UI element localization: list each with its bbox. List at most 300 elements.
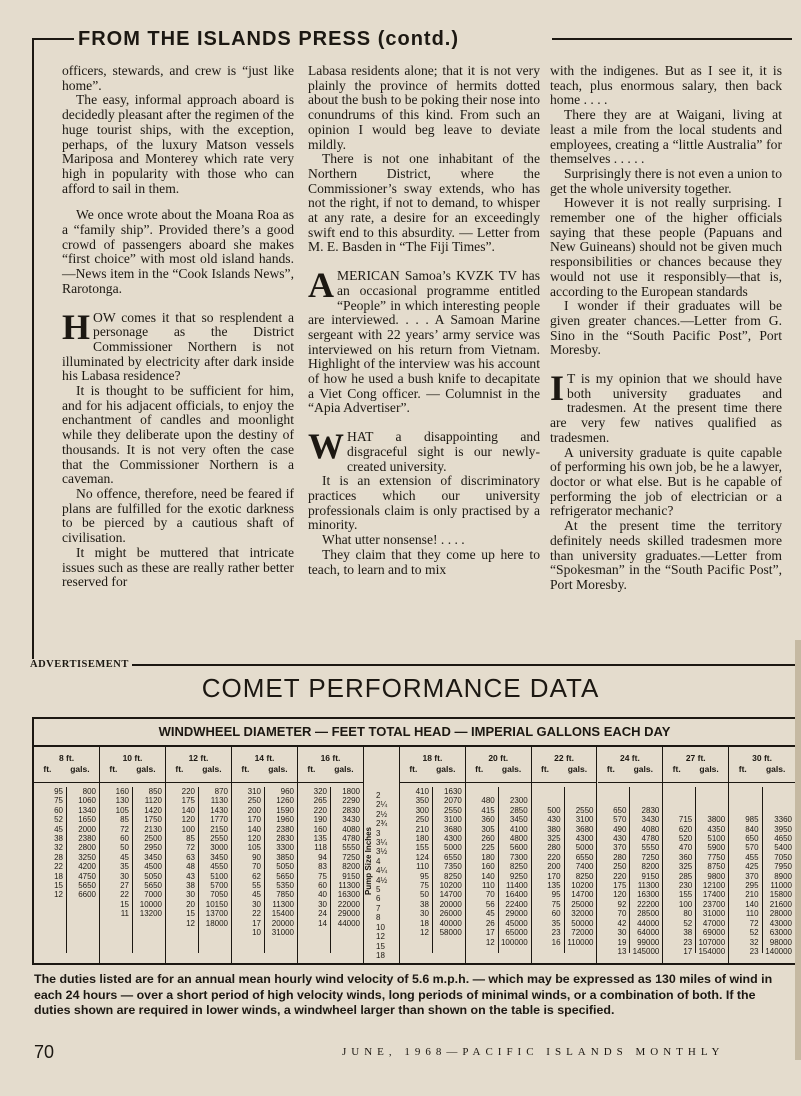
table-cell: 12	[420, 928, 429, 938]
table-cell: 105	[247, 843, 261, 853]
table-cell: 4200	[78, 862, 96, 872]
table-cell: 72	[186, 843, 195, 853]
table-cell: 8250	[575, 871, 594, 881]
table-cell: 60	[120, 834, 129, 844]
table-cell: 23700	[702, 899, 726, 909]
feet-column	[466, 787, 499, 953]
table-cell: 120	[613, 890, 627, 900]
table-cell: 250	[613, 862, 627, 872]
table-cell: 3950	[774, 824, 792, 834]
table-cell: 10	[252, 928, 261, 938]
table-cell	[565, 787, 594, 796]
gallons-column	[199, 787, 231, 953]
table-cell: 2800	[78, 843, 96, 853]
table-cell: 3300	[276, 843, 294, 853]
table-cell: 4780	[342, 834, 360, 844]
table-cell: 38	[54, 834, 63, 844]
table-cell: 35	[120, 862, 129, 872]
table-cell	[663, 787, 692, 796]
table-cell: 92	[617, 899, 627, 909]
table-cell	[598, 787, 627, 796]
paragraph-text: At the present time the territory definitely needs skilled tradesmen more than university graduates.—Letter from “Spokesman” in the “South Pacific Post”, Port Moresby.	[550, 518, 782, 592]
table-cell: 30	[252, 899, 261, 909]
table-cell: 30	[186, 890, 195, 900]
table-cell: 72	[120, 824, 129, 834]
unit-gals: gals.	[268, 764, 288, 774]
table-cell: 4300	[575, 834, 594, 844]
table-cell: 5600	[509, 843, 528, 853]
table-cell: 11300	[338, 881, 360, 891]
table-cell	[696, 806, 725, 815]
page-number: 70	[34, 1042, 55, 1062]
table-cell: 31000	[702, 909, 726, 919]
table-cell: 620	[678, 824, 693, 834]
advertisement-header	[30, 660, 800, 672]
table-cell: 280	[613, 852, 627, 862]
table-cell: 14700	[439, 890, 462, 900]
table-cell: 26	[485, 918, 495, 928]
table-cell: 380	[547, 824, 561, 834]
table-group	[466, 747, 532, 963]
table-cell: 70	[617, 909, 627, 919]
table-cell: 175	[613, 881, 627, 891]
table-cell: 650	[745, 834, 759, 844]
table-cell: 75	[54, 796, 63, 806]
unit-ft: ft.	[606, 764, 615, 774]
table-cell: 295	[745, 881, 759, 891]
table-cell: 7000	[144, 890, 162, 900]
table-cell: 4350	[707, 824, 726, 834]
unit-gals: gals.	[136, 764, 156, 774]
table-group	[232, 747, 298, 963]
table-cell: 80	[683, 909, 693, 919]
table-cell	[663, 796, 692, 805]
pump-size-list	[376, 791, 387, 960]
table-cell: 58000	[439, 928, 462, 938]
table-cell: 38	[186, 881, 195, 891]
table-cell: 170	[247, 815, 261, 825]
table-cell: 50000	[571, 918, 594, 928]
table-cell: 8250	[444, 871, 462, 881]
paragraph-text: Labasa residents alone; that it is not very plainly the province of hermits dotted about the bush to be poking their nose into conundrums of this kind. From such an opinion I would beg leave to deviate mildly.	[308, 63, 540, 152]
table-cell: 13700	[205, 909, 228, 919]
table-cell: 24	[318, 909, 327, 919]
table-cell: 40	[318, 890, 327, 900]
unit-ft: ft.	[409, 764, 418, 774]
paragraph-text: They claim that they come up here to teach, to learn and to mix	[308, 546, 540, 577]
table-cell: 12	[376, 932, 385, 942]
table-cell: 8750	[707, 862, 726, 872]
table-cell: 200	[247, 805, 261, 815]
paragraph-text: officers, stewards, and crew is “just like home”.	[62, 63, 294, 93]
table-cell: 870	[214, 787, 228, 796]
paragraph	[308, 265, 540, 416]
table-cell: 22000	[337, 899, 360, 909]
group-body	[34, 783, 99, 953]
table-cell: 160	[481, 862, 495, 872]
table-cell: 17400	[702, 890, 726, 900]
group-header	[298, 747, 363, 783]
diameter-label: 10 ft.	[122, 753, 143, 763]
table-cell: 2¼	[376, 800, 388, 810]
table-cell: 1770	[210, 815, 228, 825]
group-body	[298, 783, 363, 953]
table-cell: 110000	[567, 937, 594, 947]
table-group	[400, 747, 466, 963]
paragraph	[550, 108, 782, 167]
table-cell: 5000	[575, 843, 594, 853]
table-cell: 17	[683, 946, 693, 956]
table-cell: 2830	[342, 805, 360, 815]
table-cell: 45	[120, 852, 129, 862]
gallons-column	[265, 787, 297, 953]
table-cell: 1260	[276, 796, 294, 806]
table-cell: 5	[376, 885, 381, 895]
table-cell: 7	[376, 903, 381, 913]
feet-column	[663, 787, 696, 956]
table-cell: 260	[481, 834, 495, 844]
table-cell: 3430	[342, 815, 360, 825]
table-cell: 470	[678, 843, 693, 853]
table-cell: 1120	[144, 796, 162, 806]
table-cell: 180	[481, 852, 495, 862]
paragraph	[62, 306, 294, 385]
paragraph	[308, 426, 540, 474]
table-cell: 220	[181, 787, 195, 796]
table-cell: 135	[547, 881, 561, 891]
group-header	[100, 747, 165, 783]
paragraph	[308, 474, 540, 533]
table-cell: 220	[313, 805, 327, 815]
table-cell: 2500	[144, 834, 162, 844]
table-cell: 16300	[337, 890, 360, 900]
table-cell: 8900	[774, 871, 792, 881]
table-cell: 210	[415, 824, 429, 834]
table-cell: 840	[745, 824, 759, 834]
table-cell: 3100	[444, 815, 462, 825]
table-cell: 11300	[637, 881, 660, 891]
table-cell: 715	[678, 815, 693, 825]
table-cell: 85	[120, 815, 129, 825]
table-cell: 455	[745, 852, 759, 862]
table-cell: 1060	[78, 796, 96, 806]
table-cell: 38	[683, 928, 693, 938]
table-cell: 20000	[439, 899, 462, 909]
left-border-rule	[32, 40, 34, 660]
ad-title: COMET PERFORMANCE DATA	[201, 673, 600, 703]
table-cell: 360	[481, 815, 495, 825]
table-cell: 1130	[210, 796, 228, 806]
unit-labels	[729, 764, 795, 775]
group-body	[532, 783, 597, 953]
paragraph	[550, 368, 782, 446]
table-cell: 325	[547, 834, 561, 844]
table-cell: 38	[420, 899, 429, 909]
diameter-label: 22 ft.	[554, 753, 574, 763]
table-cell: 5400	[774, 843, 792, 853]
gallons-column	[696, 787, 728, 956]
table-cell: 20000	[271, 918, 294, 928]
table-cell: 5100	[210, 871, 228, 881]
table-cell: 570	[745, 843, 759, 853]
table-cell	[466, 787, 495, 796]
unit-gals: gals.	[202, 764, 222, 774]
table-cell: 4080	[641, 824, 660, 834]
table-cell: 960	[280, 787, 294, 796]
table-cell: 3½	[376, 847, 388, 857]
table-cell: 3360	[774, 815, 792, 825]
feet-column	[729, 787, 762, 956]
table-cell: 5650	[78, 881, 96, 891]
drop-cap: I	[550, 368, 565, 409]
table-group	[166, 747, 232, 963]
article-column-3	[550, 64, 782, 593]
table-cell: 3	[376, 828, 381, 838]
table-cell	[663, 806, 692, 815]
paragraph	[62, 208, 294, 296]
table-cell: 90	[252, 852, 261, 862]
table-cell: 95	[551, 890, 561, 900]
table-cell: 310	[247, 787, 261, 796]
table-cell: 98000	[769, 937, 792, 947]
table-cell: 21600	[769, 899, 792, 909]
table-cell: 17	[485, 928, 495, 938]
gallons-column	[67, 787, 99, 953]
table-cell: 2550	[444, 805, 462, 815]
table-cell: 370	[613, 843, 627, 853]
paragraph	[550, 196, 782, 299]
table-cell: 70	[252, 862, 261, 872]
gallons-column	[630, 787, 662, 956]
paragraph-text: OW comes it that so resplendent a personage as the District Commissioner Northern is not illuminated by electricity after dark inside his Labasa residence?	[62, 309, 294, 384]
group-header	[466, 747, 531, 783]
table-cell: 15	[54, 881, 63, 891]
table-cell: 410	[415, 787, 429, 796]
paragraph-text: There is not one inhabitant of the Northern District, where the Commissioner’s sway extends, who has not the right, if not to demand, to whisper at any rate, a desire for an exceedingly swift end to this absurdity. — Letter from M. E. Basden in “The Fiji Times”.	[308, 151, 540, 255]
table-cell: 1430	[210, 805, 228, 815]
unit-gals: gals.	[501, 764, 522, 774]
table-cell: 22	[54, 862, 63, 872]
table-cell: 60	[318, 881, 327, 891]
table-cell: 570	[613, 815, 627, 825]
diameter-label: 30 ft.	[752, 753, 772, 763]
paragraph-text: HAT a disappointing and disgraceful sight is our newly-created university.	[347, 429, 540, 474]
group-body	[663, 783, 728, 956]
table-cell: 250	[247, 796, 261, 806]
table-cell: 85	[186, 834, 195, 844]
unit-labels	[298, 764, 363, 775]
gallons-column	[499, 787, 531, 953]
table-cell: 31000	[271, 928, 294, 938]
table-cell: 3680	[444, 824, 462, 834]
table-cell: 160	[115, 787, 129, 796]
table-cell: 30	[617, 928, 627, 938]
group-header	[166, 747, 231, 783]
paragraph	[308, 64, 540, 152]
table-cell: 3250	[78, 852, 96, 862]
table-cell: 985	[745, 815, 759, 825]
page-header	[32, 28, 792, 52]
table-cell: 47000	[702, 918, 726, 928]
paragraph-text: A university graduate is quite capable of performing his own job, be he a lawyer, doctor or what else. But is he capable of performing the job of electrician or a refrigerator mechanic?	[550, 444, 782, 519]
table-group	[532, 747, 598, 963]
feet-column	[298, 787, 331, 953]
table-cell: 100000	[500, 937, 528, 947]
table-cell: 29000	[337, 909, 360, 919]
table-cell	[598, 796, 627, 805]
feet-column	[100, 787, 133, 953]
table-cell: 2	[376, 791, 381, 800]
table-cell: 850	[148, 787, 162, 796]
advertisement-label: ADVERTISEMENT	[30, 659, 132, 670]
table-cell: 18	[420, 918, 429, 928]
table-cell: 50	[420, 890, 429, 900]
header-rule-right	[552, 38, 792, 40]
table-cell: 175	[181, 796, 195, 806]
table-cell: 210	[745, 890, 759, 900]
table-cell: 22	[120, 890, 129, 900]
unit-gals: gals.	[633, 764, 653, 774]
table-cell: 2¾	[376, 819, 388, 829]
table-cell: 490	[613, 824, 627, 834]
table-cell: 17	[252, 918, 261, 928]
table-cell: 48	[186, 862, 195, 872]
table-cell: 28	[54, 852, 63, 862]
table-cell: 18	[376, 950, 385, 960]
table-cell: 110	[416, 862, 429, 872]
feet-column	[532, 787, 565, 953]
table-cell: 140	[181, 805, 195, 815]
table-cell: 2070	[444, 796, 462, 806]
table-cell: 520	[678, 834, 693, 844]
table-cell: 1800	[342, 787, 360, 796]
gallons-column	[763, 787, 795, 956]
table-cell: 52	[54, 815, 63, 825]
table-cell: 2830	[641, 805, 660, 815]
table-cell: 225	[481, 843, 495, 853]
group-body	[466, 783, 531, 953]
table-cell	[763, 796, 792, 805]
paragraph	[62, 64, 294, 93]
table-cell: 11400	[506, 881, 528, 891]
diameter-label: 27 ft.	[685, 753, 706, 763]
diameter-label: 16 ft.	[320, 753, 341, 763]
table-cell: 155	[678, 890, 693, 900]
table-cell: 4780	[641, 834, 660, 844]
table-cell: 170	[547, 871, 561, 881]
table-cell	[630, 796, 659, 805]
table-columns	[34, 747, 795, 963]
table-cell	[532, 787, 561, 796]
table-cell: 5050	[144, 871, 162, 881]
table-cell: 5000	[444, 843, 462, 853]
table-cell: 15800	[769, 890, 792, 900]
feet-column	[400, 787, 433, 953]
table-cell: 64000	[637, 928, 660, 938]
table-cell: 12100	[702, 881, 726, 891]
table-cell: 44000	[637, 918, 660, 928]
group-body	[729, 783, 795, 956]
table-cell: 15400	[271, 909, 294, 919]
table-cell: 280	[547, 843, 561, 853]
table-cell: 4	[376, 856, 381, 866]
table-cell: 30	[420, 909, 429, 919]
paragraph-text: No offence, therefore, need be feared if plans are fulfilled for the exotic darkness to be pierced by a cautious shaft of civilisation.	[62, 485, 294, 546]
table-cell: 370	[745, 871, 759, 881]
feet-column	[232, 787, 265, 953]
group-header	[400, 747, 465, 783]
paragraph-text: Surprisingly there is not even a union to get the whole university together.	[550, 165, 782, 196]
table-cell: 32	[54, 843, 63, 853]
table-cell: 7850	[276, 890, 294, 900]
table-cell: 3450	[210, 852, 228, 862]
paragraph-text: MERICAN Samoa’s KVZK TV has an occasional programme entitled “People” in which interesting people are interviewed. . . . A Samoan Marine sergeant with 22 years’ army service was interviewed on his return from Vietnam. Highlight of the interview was his account of how he used a bush knife to decapitate a Viet Cong officer. — Columnist in the “Apia Advertiser”.	[308, 268, 540, 416]
table-cell: 75	[420, 881, 429, 891]
feet-column	[34, 787, 67, 953]
table-cell: 2290	[342, 796, 360, 806]
table-cell: 11000	[770, 881, 792, 891]
table-cell: 1650	[78, 815, 96, 825]
table-cell: 3000	[210, 843, 228, 853]
table-cell: 95	[54, 787, 63, 796]
unit-ft: ft.	[475, 764, 484, 774]
unit-gals: gals.	[699, 764, 719, 774]
table-cell: 2830	[276, 834, 294, 844]
table-cell: 2850	[509, 805, 528, 815]
table-cell: 45	[252, 890, 261, 900]
table-cell	[696, 787, 725, 796]
table-cell: 6550	[575, 852, 594, 862]
unit-labels	[34, 764, 99, 775]
table-cell: 22	[252, 909, 261, 919]
table-cell: 7250	[641, 852, 660, 862]
paragraph	[62, 487, 294, 546]
table-cell: 72	[749, 918, 759, 928]
table-cell: 32000	[571, 909, 594, 919]
table-cell: 29000	[505, 909, 528, 919]
page-footer	[34, 1040, 794, 1062]
unit-labels	[466, 764, 531, 775]
table-cell: 60	[551, 909, 561, 919]
table-group	[663, 747, 729, 963]
table-cell: 118	[314, 843, 327, 853]
table-cell: 100	[181, 824, 195, 834]
diameter-label: 14 ft.	[254, 753, 275, 763]
table-cell: 155	[415, 843, 429, 853]
table-cell: 3¼	[376, 838, 388, 848]
table-cell: 52	[749, 928, 759, 938]
table-cell: 190	[313, 815, 327, 825]
section-title: FROM THE ISLANDS PRESS (contd.)	[78, 28, 459, 50]
group-body	[166, 783, 231, 953]
table-cell: 2000	[78, 824, 96, 834]
table-cell: 83	[318, 862, 327, 872]
unit-ft: ft.	[738, 764, 747, 774]
paragraph-text: It is thought to be sufficient for him, and for his adjacent officials, to enjoy the enchantment of candles and moonlight while they deliberate upon the destiny of thousands. It is not very often the case that the Commissioner Northern is a caveman.	[62, 383, 294, 487]
table-cell	[729, 806, 758, 815]
table-cell: 265	[313, 796, 327, 806]
table-cell: 65000	[505, 928, 528, 938]
table-cell: 7300	[509, 852, 528, 862]
table-cell: 10200	[571, 881, 594, 891]
page-edge	[795, 640, 801, 1060]
diameter-label: 12 ft.	[188, 753, 209, 763]
pump-size-label: Pump Size Inches	[364, 827, 373, 896]
table-cell: 124	[415, 852, 429, 862]
table-cell: 4750	[78, 871, 96, 881]
unit-labels	[532, 764, 597, 775]
table-cell: 2380	[276, 824, 294, 834]
